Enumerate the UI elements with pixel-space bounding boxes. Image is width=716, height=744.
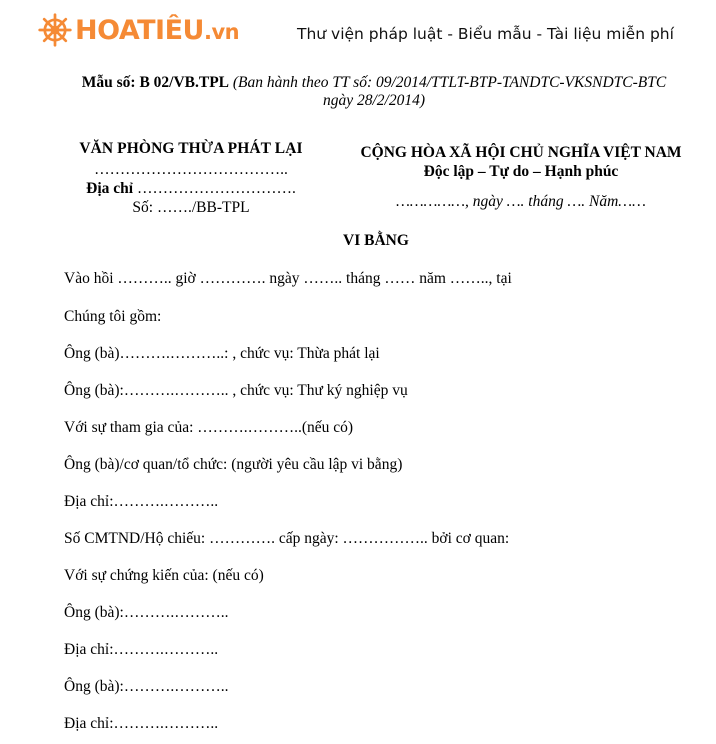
body-line-id-card: Số CMTND/Hộ chiếu: …………. cấp ngày: …………….. bởi cơ quan: bbox=[64, 530, 510, 547]
body-line-time: Vào hồi ……….. giờ …………. ngày …….. tháng …… năm …….., tại bbox=[64, 270, 512, 287]
record-number: Số: ……./BB-TPL bbox=[132, 199, 250, 216]
issued-date: ngày 28/2/2014) bbox=[322, 92, 426, 109]
form-number-block bbox=[54, 74, 694, 110]
nation-title: CỘNG HÒA XÃ HỘI CHỦ NGHĨA VIỆT NAM bbox=[360, 144, 682, 161]
body-line-participants: Với sự tham gia của: ……….………..(nếu có) bbox=[64, 419, 354, 436]
document-title: VI BẰNG bbox=[343, 232, 409, 249]
body-line-witness1-name: Ông (bà):……….……….. bbox=[64, 604, 229, 621]
national-motto: Độc lập – Tự do – Hạnh phúc bbox=[423, 163, 619, 180]
body-line-bailiff: Ông (bà)……….………..: , chức vụ: Thừa phát lại bbox=[64, 345, 380, 362]
office-name-blank: ……………………………….. bbox=[94, 161, 288, 178]
body-line-witness2-address: Địa chỉ:……….……….. bbox=[64, 715, 219, 732]
body-line-witness1-address: Địa chỉ:……….……….. bbox=[64, 641, 219, 658]
form-number: Mẫu số: B 02/VB.TPL bbox=[81, 74, 230, 91]
office-address: Địa chỉ …………………………. bbox=[86, 180, 296, 197]
logo-wordmark: HOATIÊU.vn bbox=[75, 14, 240, 46]
issued-note: (Ban hành theo TT số: 09/2014/TTLT-BTP-TANDTC-VKSNDTC-BTC bbox=[232, 74, 667, 91]
body-line-requester-address: Địa chỉ:……….……….. bbox=[64, 493, 219, 510]
body-line-members: Chúng tôi gồm: bbox=[64, 308, 162, 325]
body-line-requester: Ông (bà)/cơ quan/tổ chức: (người yêu cầu lập vi bằng) bbox=[64, 456, 403, 473]
ship-wheel-icon bbox=[38, 13, 72, 47]
body-line-secretary: Ông (bà):……….……….. , chức vụ: Thư ký nghiệp vụ bbox=[64, 382, 408, 399]
body-line-witness2-name: Ông (bà):……….……….. bbox=[64, 678, 229, 695]
hoatieu-logo[interactable] bbox=[38, 10, 239, 50]
site-tagline: Thư viện pháp luật - Biểu mẫu - Tài liệu miễn phí bbox=[297, 25, 674, 43]
national-header bbox=[336, 143, 706, 211]
date-line: ……………, ngày …. tháng …. Năm…… bbox=[396, 193, 646, 210]
body-line-witness: Với sự chứng kiến của: (nếu có) bbox=[64, 567, 264, 584]
office-header bbox=[60, 139, 322, 217]
office-title: VĂN PHÒNG THỪA PHÁT LẠI bbox=[79, 140, 303, 157]
